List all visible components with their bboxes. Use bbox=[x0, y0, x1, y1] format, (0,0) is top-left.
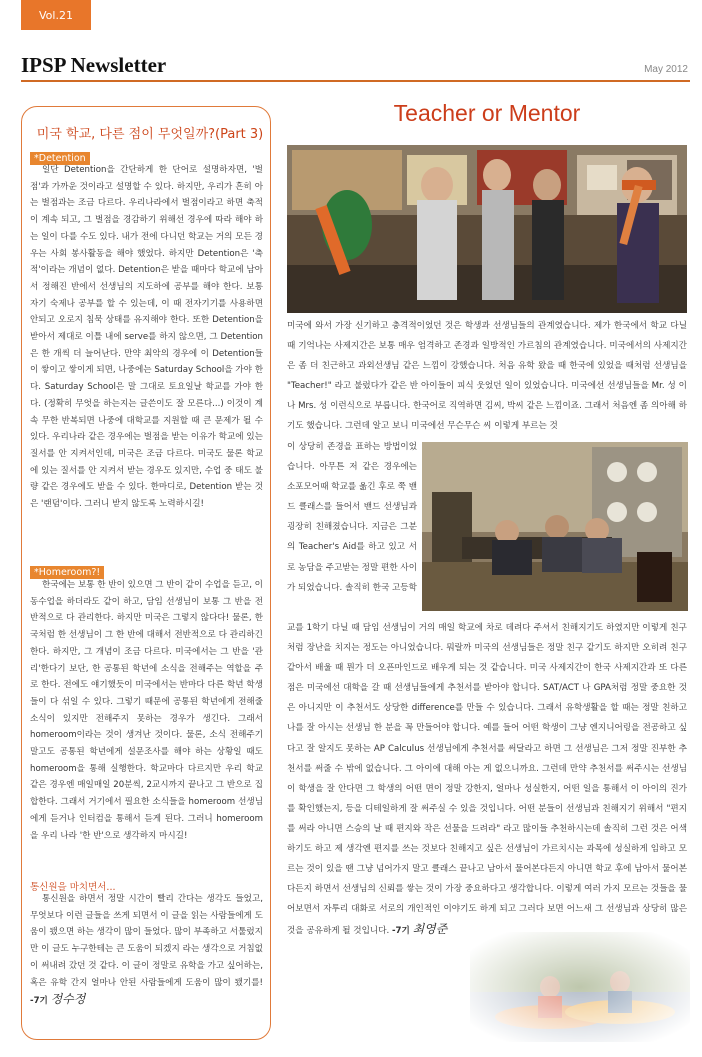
volume-tab bbox=[21, 0, 91, 30]
closing-heading: 통신원을 마치면서... bbox=[30, 882, 116, 893]
detention-text: 일단 Detention을 간단하게 한 단어로 설명하자면, '벌점'과 가까운 것이라고 설명할 수 있다. 하지만, 우리가 흔히 아는 벌점과는 조금 다르다. 우리나라에서 벌점이라고 하면 축적이 계속 되고, 그 벌점을 경감하기 위해선 경우에 따라 해야 하는 일이 다를 수도 있다. 내가 전에 다니던 학교는 거의 모든 경우는 사회 봉사활동을 해야 했었다. 하지만 Detention은 '축적'이라는 개념이 없다. Detention은 받을 때마다 학교에 남아서 정해진 반에서 선생님의 지도하에 공부를 해야 한다. 보통 자기 숙제나 공부를 할 수 있는데, 이 때 전자기기를 사용하면 안되고 오로지 침묵 상태를 유지해야 한다. 또한 Detention을 받아서 제대로 이틀 내에 serve를 하지 않으면, 그 Detention은 한 개씩 더 늘어난다. 만약 최악의 경우에 이 Detention들이 쌓이고 쌓이게 되면, 나중에는 Saturday School을 가야 한다. Saturday School은 말 그대로 토요일날 학교를 가야 한다. (정확히 무엇을 하는지는 글쓴이도 잘 모른다...) 이것이 계속 무한 반복되면 나중에 대학교를 지원할 때 큰 문제가 될 수 있다. 우리나라 같은 경우에는 벌점을 받는 이유가 학교에 있는 질서를 안 지켜서인데, 미국은 조금 다르다. 미국도 물론 학교에 있는 질서를 안 지켜서 받는 경우도 있지만, 수업 중 태도 불량 같은 경우에도 받을 수 있다. 한마디로, Detention 받는 것은 '랜덤'이다. 그러니 받지 않도록 노력하시길! bbox=[30, 165, 263, 510]
right-paragraph-2-body: 교를 1학기 다닐 때 담임 선생님이 거의 매일 학교에 차로 데려다 주셔서 친해지기도 하였지만 이렇게 친구처럼 장난을 치지는 정도는 아니었습니다. 뭐랄까 미국의 선생님들은 정말 친구 같기도 하지만 오히려 친구 같아서 배울 때 뭔가 더 오픈마인드로 배우게 되는 것 같습니다. 미국 사제지간이 한국 사제지간과 또 다른 점은 미국에선 대학을 갈 때 선생님들에게 추천서를 받아야 합니다. SAT/ACT 나 GPA처럼 정말 중요한 것은 아니지만 이 추천서도 상당한 difference를 만들 수 있습니다. 그래서 유학생활을 할 때는 정말 친하고 나를 잘 아시는 선생님 한 분을 꼭 만들어야 합니다. 예를 들어 어떤 학생이 그냥 엔지니어링을 전공하고 싶다고 잘 알지도 못하는 AP Calculus 선생님에게 추천서를 써달라고 하면 그 선생님은 그저 정말 진부한 추천서를 써줄 수 밖에 없습니다. 그 아이에 대해 아는 게 없으니까요. 그런데 만약 추천서를 써주시는 선생님이 학생을 잘 안다면 그 학생의 어떤 면이 정말 강한지, 얼마나 성실한지, 어떤 일을 통해서 이 아이의 진가를 확인했는지, 등을 디테일하게 잘 써주실 수 있을 것입니다. 어떤 분들이 선생님과 친해지기 위해서 "편지를 써라 아니면 스승의 날 때 편지와 작은 선물을 드려라" 라고 많이들 추천하시는데 솔직히 그런 것은 어색하기도 하고 제 생각엔 편지를 쓰는 것보다 친해지고 싶은 선생님이 가르치시는 과목에 성실하게 임하고 모르는 것이 있을 땐 그냥 넘어가지 말고 클래스 끝나고 남아서 물어본다든지 아니면 학교 후에 남아서 물어본다든지 하면서 선생님의 신뢰를 쌓는 것이 가장 중요하다고 생각합니다. 이렇게 여러 가지 모르는 것들을 물어보면서 자투리 대화로 서로의 개인적인 이야기도 하게 되고 그러다 보면 어느새 그 선생님과 상당히 많은 것을 공유하게 될 것입니다. bbox=[287, 623, 687, 937]
classroom-photo-art bbox=[287, 145, 687, 313]
closing-text bbox=[30, 891, 263, 1010]
right-author-signature: 최영준 bbox=[412, 922, 448, 937]
right-side-text: 이 상당히 존경을 표하는 방법이었습니다. 아무튼 저 같은 경우에는 소포모어때 학교를 옮긴 후로 쭉 밴드 클래스를 들어서 밴드 선생님과 굉장히 친해졌습니다. 지금은 그분의 Teacher's Aid를 하고 있고 서로 농담을 주고받는 정말 편한 사이가 되었습니다. 솔직히 한국 고등학 bbox=[287, 442, 417, 593]
band-room-photo bbox=[422, 442, 688, 611]
homeroom-tag: *Homeroom?! bbox=[30, 566, 104, 579]
volume-label: Vol.21 bbox=[39, 8, 73, 22]
left-article-title: 미국 학교, 다른 점이 무엇일까?(Part 3) bbox=[36, 127, 264, 142]
issue-date: May 2012 bbox=[644, 64, 688, 75]
kayak-photo bbox=[470, 932, 690, 1042]
right-author-prefix: -7기 bbox=[391, 926, 410, 937]
homeroom-text: 한국에는 보통 한 반이 있으면 그 반이 같이 수업을 듣고, 이동수업을 하더라도 같이 하고, 담임 선생님이 보통 그 반을 전반적으로 다 관리한다. 하지만 미국은 그렇지 않다다! 물론, 한국처럼 한 선생님이 그 한 반에 대해서 전반적으로 다 관리하긴 한다. 하지만, 그 개념이 조금 다르다. 미국에서는 그 반을 '관리'한다기 보단, 한 공통된 학년에 소식을 전해주는 역할을 주로 한다. 전에도 얘기했듯이 미국에서는 반마다 다른 학년 학생들이 다 섞일 수 있다. 그렇기 때문에 공통된 학년에게 전해줄 소식이 있지만 전해주지 못하는 경우가 생긴다. 그래서 homeroom이라는 것이 생겨난 것이다. 물론, 소식 전해주기 말고도 공통된 학년에게 설문조사를 해야 하는 상황일 때도 homeroom을 통해 실행한다. 학교마다 다르지만 우리 학교 같은 경우엔 매일매일 20분씩, 2교시까지 끝나고 그 반으로 집합한다. 그래서 거기에서 필요한 소식들을 homeroom 선생님에게 듣거나 인터컴을 통해서 듣게 된다. 그러니 homeroom을 우리 나라 '한 반'으로 생각하지 마시길! bbox=[30, 580, 263, 841]
header-rule bbox=[21, 80, 690, 82]
closing-body: 통신원을 하면서 정말 시간이 빨리 간다는 생각도 들었고, 무엇보다 이런 글들을 쓰게 되면서 이 글을 읽는 사람들에게 도움이 됐으면 하는 생각이 많이 들었다. 많이 부족하고 서툴렀지만 이 글도 누구한테는 큰 도움이 되겠지 라는 생각으로 거침없이 써내려 갔던 것 같다. 이 글이 정말로 유학을 가고 싶어하는, 혹은 유학 간지 얼마나 안된 사람들에게 도움이 많이 됐기를! bbox=[30, 894, 263, 988]
detention-tag: *Detention bbox=[30, 152, 90, 165]
left-author-signature: 정수정 bbox=[50, 992, 86, 1007]
classroom-photo bbox=[287, 145, 687, 313]
right-paragraph-1: 미국에 와서 가장 신기하고 충격적이었던 것은 학생과 선생님들의 관계였습니다. 제가 한국에서 학교 다닐 때 기억나는 사제지간은 보통 매우 엄격하고 존경과 일방적인 가르침의 관계였습니다. 미국에서의 사제지간은 좀 더 친근하고 과외선생님 같은 느낌이 강했습니다. 처음 유학 왔을 때 한국에 있었을 때처럼 선생님을 "Teacher!" 라고 불렀다가 같은 반 아이들이 피식 웃었던 일이 있었습니다. 미국에선 선생님들을 Mr. 성 이나 Mrs. 성 이런식으로 부릅니다. 한국어로 직역하면 김씨, 박씨 같은 느낌이죠. 그래서 처음엔 좀 의아해 하기도 했습니다. 그런데 알고 보니 미국에선 무슨무슨 씨 이렇게 부르는 것 bbox=[287, 321, 687, 432]
right-article-title: Teacher or Mentor bbox=[393, 100, 581, 126]
newsletter-masthead: IPSP Newsletter bbox=[21, 53, 167, 77]
right-paragraph-2 bbox=[287, 618, 687, 942]
band-room-photo-art bbox=[422, 442, 688, 611]
left-author-prefix: -7기 bbox=[30, 996, 48, 1007]
kayak-photo-art bbox=[470, 932, 690, 1042]
